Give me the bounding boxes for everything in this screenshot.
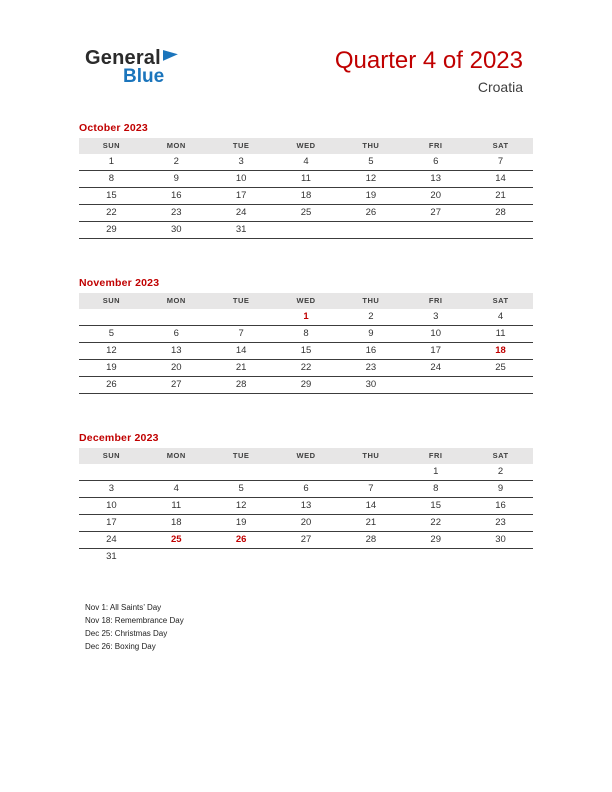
date-cell: 6 <box>303 483 309 495</box>
day-header-cell: SUN <box>102 141 121 151</box>
table-row <box>79 549 533 566</box>
date-cell: 24 <box>106 534 117 546</box>
day-header-cell: TUE <box>232 296 250 306</box>
date-cell: 19 <box>106 362 117 374</box>
date-cell: 31 <box>235 224 247 236</box>
day-header-cell: TUE <box>232 141 250 151</box>
date-cell: 15 <box>430 500 441 512</box>
date-cell: 3 <box>108 483 115 495</box>
logo-pennant-flag-icon <box>163 50 178 64</box>
day-header-cell: THU <box>362 141 380 151</box>
date-cell: 25 <box>495 362 506 374</box>
day-header-cell: SUN <box>102 451 121 461</box>
date-cell: 11 <box>301 173 311 185</box>
day-header-cell: WED <box>296 451 316 461</box>
date-cell: 21 <box>365 517 377 529</box>
day-header-cell: SAT <box>492 451 509 461</box>
date-cell <box>209 309 274 325</box>
date-cell: 16 <box>365 345 377 357</box>
date-cell <box>338 464 403 480</box>
date-cell: 5 <box>238 483 244 495</box>
date-cell <box>338 222 403 238</box>
date-cell <box>274 222 339 238</box>
date-cell: 8 <box>303 328 309 340</box>
date-cell-holiday: 18 <box>495 345 506 357</box>
date-cell: 11 <box>495 328 506 340</box>
day-header-cell: THU <box>362 296 380 306</box>
date-cell: 1 <box>433 466 439 478</box>
date-cell-holiday: 25 <box>170 534 182 546</box>
date-cell: 4 <box>497 311 504 323</box>
date-cell: 24 <box>430 362 441 374</box>
date-cell: 9 <box>173 173 179 185</box>
date-cell <box>274 549 339 566</box>
date-cell: 15 <box>106 190 117 202</box>
date-cell: 8 <box>433 483 439 495</box>
date-cell: 15 <box>300 345 312 357</box>
date-cell <box>209 464 274 480</box>
date-cell <box>468 377 533 393</box>
date-cell: 28 <box>365 534 377 546</box>
day-header-row <box>79 138 533 154</box>
date-cell: 9 <box>368 328 374 340</box>
day-header-cell: TUE <box>232 451 250 461</box>
date-cell: 27 <box>430 207 441 219</box>
date-cell: 23 <box>495 517 506 529</box>
date-cell <box>403 377 468 393</box>
date-cell: 27 <box>300 534 312 546</box>
date-cell: 13 <box>300 500 312 512</box>
month-november <box>79 277 533 394</box>
day-header-cell: MON <box>166 296 186 306</box>
date-cell: 24 <box>235 207 247 219</box>
month-december <box>79 432 533 566</box>
title-block <box>335 48 533 95</box>
day-header-row <box>79 293 533 309</box>
day-header-cell: FRI <box>428 141 443 151</box>
page-title: Quarter 4 of 2023 <box>334 47 523 74</box>
date-cell: 7 <box>368 483 374 495</box>
date-cell <box>144 549 209 566</box>
date-cell: 17 <box>430 345 441 357</box>
month-title: October 2023 <box>79 122 148 135</box>
page-subtitle: Croatia <box>477 79 523 96</box>
date-cell: 1 <box>108 156 115 168</box>
date-cell: 16 <box>495 500 506 512</box>
date-cell: 7 <box>238 328 244 340</box>
date-cell: 26 <box>365 207 377 219</box>
day-header-cell: MON <box>166 141 186 151</box>
date-cell: 10 <box>430 328 441 340</box>
date-cell: 12 <box>365 173 377 185</box>
date-cell: 3 <box>433 311 439 323</box>
table-row <box>79 188 533 205</box>
table-row <box>79 326 533 343</box>
date-cell: 21 <box>495 190 506 202</box>
months <box>79 122 533 566</box>
date-cell: 6 <box>173 328 179 340</box>
date-cell: 4 <box>173 483 179 495</box>
table-row <box>79 309 533 326</box>
date-cell <box>403 549 468 566</box>
table-row <box>79 532 533 549</box>
date-cell: 8 <box>108 173 115 185</box>
page-header <box>0 0 612 95</box>
day-header-row <box>79 448 533 464</box>
date-cell: 21 <box>235 362 247 374</box>
date-cell-holiday: 26 <box>235 534 247 546</box>
date-cell <box>403 222 468 238</box>
date-cell <box>468 222 533 238</box>
date-cell: 23 <box>365 362 377 374</box>
logo-general-text: General <box>85 47 161 69</box>
date-cell: 19 <box>365 190 377 202</box>
date-cell: 11 <box>171 500 182 512</box>
day-header-cell: FRI <box>428 296 443 306</box>
date-cell: 30 <box>170 224 182 236</box>
date-cell: 17 <box>106 517 117 529</box>
date-cell: 2 <box>173 156 179 168</box>
date-cell: 4 <box>303 156 309 168</box>
date-cell <box>79 309 144 325</box>
table-row <box>79 154 533 171</box>
date-cell: 13 <box>170 345 182 357</box>
date-cell: 10 <box>235 173 247 185</box>
date-cell: 31 <box>106 551 117 563</box>
date-cell: 3 <box>238 156 244 168</box>
table-row <box>79 343 533 360</box>
date-cell: 6 <box>433 156 439 168</box>
date-cell: 29 <box>430 534 441 546</box>
date-cell: 18 <box>300 190 312 202</box>
date-cell: 23 <box>170 207 182 219</box>
date-cell: 22 <box>106 207 117 219</box>
date-cell: 16 <box>170 190 182 202</box>
table-row <box>79 464 533 481</box>
date-cell: 28 <box>235 379 247 391</box>
date-cell: 19 <box>235 517 247 529</box>
day-header-cell: SUN <box>102 296 121 306</box>
holiday-note: Nov 1: All Saints’ Day <box>85 603 162 613</box>
date-cell: 27 <box>170 379 182 391</box>
day-header-cell: SAT <box>492 296 509 306</box>
date-cell-holiday: 1 <box>303 311 309 323</box>
date-cell: 2 <box>497 466 504 478</box>
date-cell: 12 <box>106 345 117 357</box>
date-cell: 25 <box>300 207 312 219</box>
general-blue-logo <box>85 48 178 86</box>
table-row <box>79 481 533 498</box>
date-cell: 2 <box>368 311 374 323</box>
day-header-cell: WED <box>296 141 316 151</box>
date-cell: 29 <box>106 224 117 236</box>
date-cell: 14 <box>495 173 506 185</box>
date-cell <box>144 309 209 325</box>
date-cell: 9 <box>497 483 504 495</box>
date-cell: 20 <box>170 362 182 374</box>
month-october <box>79 122 533 239</box>
day-header-cell: THU <box>362 451 380 461</box>
date-cell <box>144 464 209 480</box>
date-cell <box>468 549 533 566</box>
day-header-cell: MON <box>166 451 186 461</box>
date-cell: 30 <box>495 534 506 546</box>
day-header-cell: WED <box>296 296 316 306</box>
holiday-note: Dec 26: Boxing Day <box>85 641 156 651</box>
date-cell <box>209 549 274 566</box>
table-row <box>79 515 533 532</box>
date-cell <box>79 464 144 480</box>
date-cell: 26 <box>106 379 117 391</box>
date-cell: 10 <box>106 500 117 512</box>
day-header-cell: FRI <box>428 451 443 461</box>
date-cell: 5 <box>108 328 115 340</box>
date-cell: 5 <box>368 156 374 168</box>
date-cell: 22 <box>430 517 441 529</box>
date-cell: 17 <box>235 190 247 202</box>
table-row <box>79 171 533 188</box>
date-cell: 29 <box>300 379 312 391</box>
date-cell: 20 <box>300 517 312 529</box>
table-row <box>79 377 533 394</box>
date-cell: 28 <box>495 207 506 219</box>
date-cell: 7 <box>497 156 504 168</box>
holiday-note: Dec 25: Christmas Day <box>85 628 168 638</box>
date-cell <box>274 464 339 480</box>
date-cell: 20 <box>430 190 441 202</box>
table-row <box>79 205 533 222</box>
date-cell: 22 <box>300 362 312 374</box>
table-row <box>79 222 533 239</box>
date-cell: 13 <box>430 173 441 185</box>
date-cell: 14 <box>235 345 247 357</box>
date-cell: 18 <box>170 517 182 529</box>
date-cell <box>338 549 403 566</box>
table-row <box>79 498 533 515</box>
month-title: November 2023 <box>79 277 160 290</box>
day-header-cell: SAT <box>492 141 509 151</box>
holidays-list <box>85 604 612 651</box>
date-cell: 30 <box>365 379 377 391</box>
logo-blue-text: Blue <box>123 66 165 87</box>
table-row <box>79 360 533 377</box>
month-title: December 2023 <box>79 432 159 445</box>
holiday-note: Nov 18: Remembrance Day <box>85 616 184 626</box>
date-cell: 14 <box>365 500 377 512</box>
date-cell: 12 <box>235 500 247 512</box>
